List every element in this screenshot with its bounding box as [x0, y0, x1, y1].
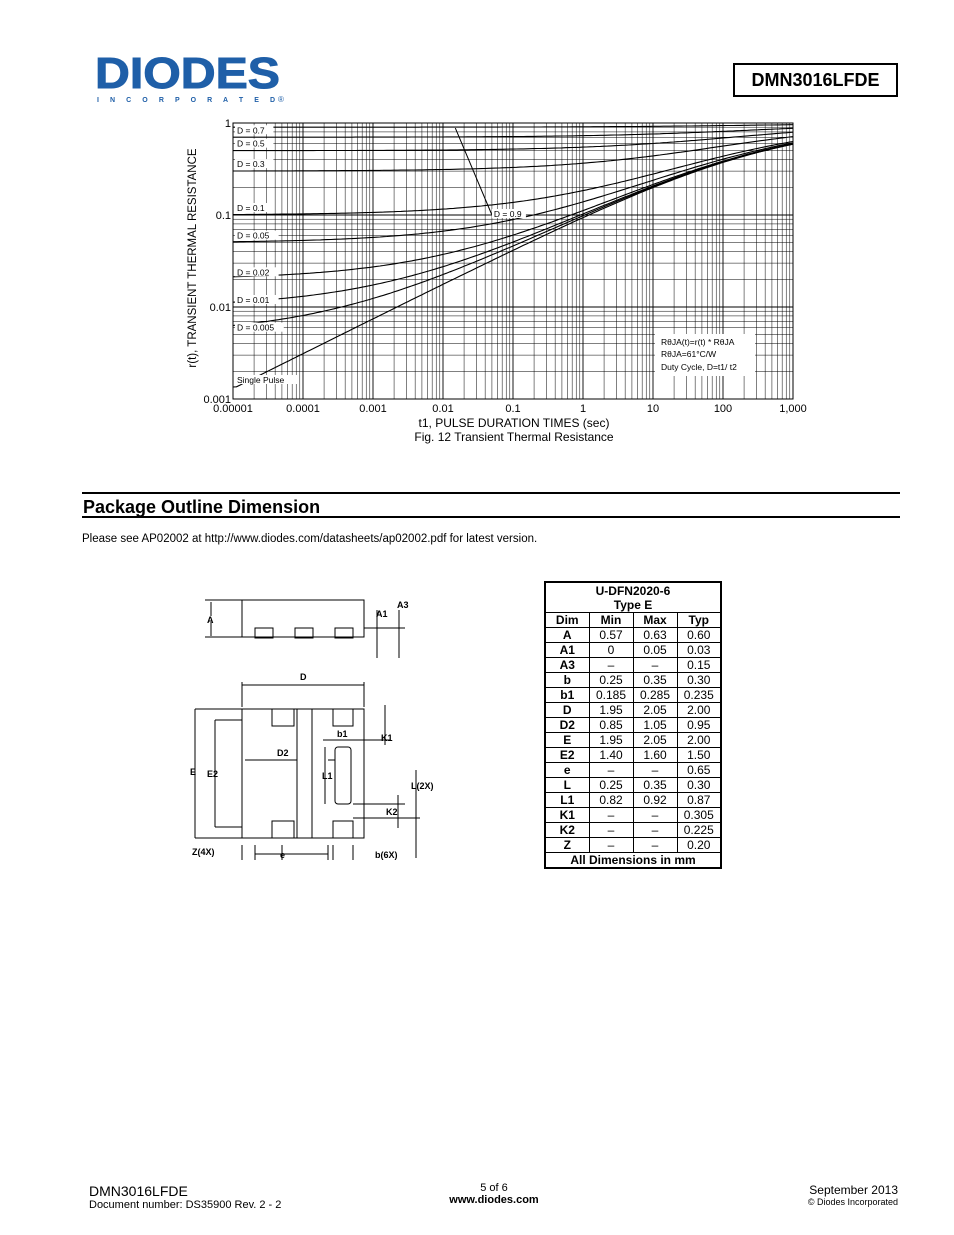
dim-label-e: E: [190, 767, 197, 777]
x-tick-label: 0.0001: [286, 403, 320, 415]
table-footer: All Dimensions in mm: [545, 853, 721, 869]
table-value-cell: 0.305: [677, 808, 721, 823]
table-row: [545, 793, 721, 808]
table-value-cell: 0.92: [633, 793, 677, 808]
table-value-cell: 1.95: [589, 733, 633, 748]
series-label: D = 0.1: [237, 203, 265, 213]
y-tick-label: 0.1: [215, 210, 231, 222]
x-tick-label: 0.00001: [213, 403, 253, 415]
table-value-cell: –: [589, 763, 633, 778]
table-row: [545, 823, 721, 838]
table-dim-cell: K2: [545, 823, 589, 838]
footer-center: [440, 1182, 548, 1206]
table-row: [545, 703, 721, 718]
table-header: Dim: [545, 613, 589, 628]
table-header: Typ: [677, 613, 721, 628]
table-value-cell: 1.05: [633, 718, 677, 733]
transient-thermal-resistance-chart: [180, 112, 820, 457]
table-value-cell: 0.225: [677, 823, 721, 838]
table-value-cell: –: [633, 823, 677, 838]
series-label: D = 0.3: [237, 159, 265, 170]
table-row: [545, 658, 721, 673]
chart-annotation-line-3: Duty Cycle, D=t1/ t2: [661, 362, 737, 372]
logo-subtext: I N C O R P O R A T E D: [97, 97, 275, 104]
table-dim-cell: b1: [545, 688, 589, 703]
table-value-cell: 0.87: [677, 793, 721, 808]
x-tick-label: 100: [713, 403, 733, 415]
table-row: [545, 718, 721, 733]
footer-document-number: Document number: DS35900 Rev. 2 - 2: [89, 1199, 282, 1211]
y-tick-label: 0.001: [203, 394, 231, 406]
chart-annotation-line-1: RθJA(t)=r(t) * RθJA: [661, 337, 735, 347]
table-row: [545, 643, 721, 658]
footer-part-number: DMN3016LFDE: [89, 1183, 188, 1199]
table-value-cell: –: [633, 808, 677, 823]
y-tick-label: 1: [224, 118, 231, 130]
table-value-cell: 0.35: [633, 778, 677, 793]
diodes-logo: [95, 52, 290, 104]
chart-title: Fig. 12 Transient Thermal Resistance: [414, 430, 614, 444]
y-tick-label: 0.01: [209, 302, 231, 314]
logo-text: DIODES: [95, 52, 280, 98]
table-dim-cell: A1: [545, 643, 589, 658]
table-value-cell: 0.85: [589, 718, 633, 733]
footer-copyright: © Diodes Incorporated: [807, 1197, 898, 1207]
table-dim-cell: E: [545, 733, 589, 748]
chart-annotation-box: [655, 334, 755, 376]
table-row: [545, 838, 721, 853]
dim-label-k2: K2: [386, 807, 398, 817]
table-row: [545, 628, 721, 643]
x-tick-label: 0.1: [505, 403, 521, 415]
table-value-cell: –: [589, 808, 633, 823]
table-dim-cell: A3: [545, 658, 589, 673]
dim-label-l1: L1: [322, 771, 333, 781]
dimensions-table: [544, 581, 722, 869]
table-value-cell: –: [633, 838, 677, 853]
table-row: [545, 673, 721, 688]
table-value-cell: 1.40: [589, 748, 633, 763]
table-row: [545, 733, 721, 748]
x-tick-label: 1,000: [779, 403, 807, 415]
table-value-cell: –: [633, 658, 677, 673]
table-value-cell: –: [589, 823, 633, 838]
table-header: Min: [589, 613, 633, 628]
table-row: [545, 778, 721, 793]
table-dim-cell: D: [545, 703, 589, 718]
chart-ylabel: r(t), TRANSIENT THERMAL RESISTANCE: [187, 148, 199, 368]
table-value-cell: 0.20: [677, 838, 721, 853]
table-body: [545, 628, 721, 853]
table-row: [545, 808, 721, 823]
series-label: D = 0.05: [237, 230, 270, 241]
x-tick-label: 0.01: [432, 403, 454, 415]
part-number-box: DMN3016LFDE: [733, 63, 898, 97]
series-label: D = 0.9: [493, 209, 522, 219]
dim-label-b1: b1: [337, 729, 348, 739]
series-label: Single Pulse: [237, 375, 285, 386]
chart-xlabel: t1, PULSE DURATION TIMES (sec): [418, 416, 610, 430]
table-value-cell: –: [589, 658, 633, 673]
dim-label-a1: A1: [376, 609, 388, 619]
dim-label-k1: K1: [381, 733, 393, 743]
table-value-cell: 0.65: [677, 763, 721, 778]
series-label: D = 0.7: [237, 125, 265, 136]
table-value-cell: 0.235: [677, 688, 721, 703]
footer-page-number: 5 of 6: [480, 1182, 508, 1194]
section-title: Package Outline Dimension: [82, 492, 900, 518]
table-dim-cell: A: [545, 628, 589, 643]
table-dim-cell: Z: [545, 838, 589, 853]
dim-label-e2: E2: [207, 769, 219, 779]
dim-label-l-2x: L(2X): [411, 781, 434, 791]
series-label: D = 0.02: [237, 267, 270, 278]
footer-left: [89, 1183, 281, 1211]
table-row: [545, 763, 721, 778]
table-dim-cell: D2: [545, 718, 589, 733]
table-value-cell: 0.03: [677, 643, 721, 658]
table-value-cell: 0.25: [589, 778, 633, 793]
table-value-cell: 0.285: [633, 688, 677, 703]
dim-label-a: A: [207, 615, 214, 625]
dim-label-a3: A3: [397, 600, 409, 610]
table-value-cell: 1.50: [677, 748, 721, 763]
table-value-cell: 0.15: [677, 658, 721, 673]
table-dim-cell: E2: [545, 748, 589, 763]
table-value-cell: 0.05: [633, 643, 677, 658]
dim-label-b-6x: b(6X): [375, 850, 398, 860]
logo-registered-mark: ®: [278, 95, 284, 104]
series-label: D = 0.01: [237, 295, 270, 305]
package-note: Please see AP02002 at http://www.diodes.com/datasheets/ap02002.pdf for latest version.: [82, 533, 538, 545]
table-title: [545, 582, 721, 613]
table-value-cell: 0.25: [589, 673, 633, 688]
series-label: D = 0.5: [237, 138, 265, 149]
x-tick-label: 10: [646, 403, 660, 415]
table-value-cell: 0.60: [677, 628, 721, 643]
dim-label-z-4x: Z(4X): [192, 847, 215, 857]
chart-annotation-line-2: RθJA=61°C/W: [661, 349, 717, 359]
footer-right: [700, 1183, 898, 1207]
table-value-cell: 1.95: [589, 703, 633, 718]
table-value-cell: 0: [589, 643, 633, 658]
table-value-cell: 2.00: [677, 733, 721, 748]
table-title-type: Type E: [613, 597, 653, 612]
x-tick-label: 1: [579, 403, 587, 415]
table-row: [545, 688, 721, 703]
table-value-cell: –: [633, 763, 677, 778]
series-label: D = 0.005: [237, 322, 275, 333]
dim-label-e-pitch: e: [280, 850, 286, 860]
table-value-cell: 0.57: [589, 628, 633, 643]
dim-label-d2: D2: [277, 748, 289, 758]
table-title-package: U-DFN2020-6: [595, 583, 671, 598]
table-value-cell: 2.05: [633, 733, 677, 748]
table-value-cell: 2.00: [677, 703, 721, 718]
dim-label-d: D: [300, 672, 307, 682]
table-header: Max: [633, 613, 677, 628]
table-row: [545, 748, 721, 763]
table-value-cell: –: [589, 838, 633, 853]
table-value-cell: 0.30: [677, 673, 721, 688]
table-value-cell: 1.60: [633, 748, 677, 763]
table-value-cell: 0.185: [589, 688, 633, 703]
table-value-cell: 2.05: [633, 703, 677, 718]
table-value-cell: 0.35: [633, 673, 677, 688]
table-dim-cell: K1: [545, 808, 589, 823]
footer-website: www.diodes.com: [449, 1194, 539, 1206]
x-tick-label: 0.001: [359, 403, 387, 415]
table-dim-cell: e: [545, 763, 589, 778]
table-dim-cell: L: [545, 778, 589, 793]
table-value-cell: 0.30: [677, 778, 721, 793]
table-value-cell: 0.82: [589, 793, 633, 808]
table-dim-cell: b: [545, 673, 589, 688]
package-outline-drawing: [185, 590, 445, 875]
table-dim-cell: L1: [545, 793, 589, 808]
table-value-cell: 0.95: [677, 718, 721, 733]
footer-date: September 2013: [809, 1183, 898, 1197]
table-value-cell: 0.63: [633, 628, 677, 643]
